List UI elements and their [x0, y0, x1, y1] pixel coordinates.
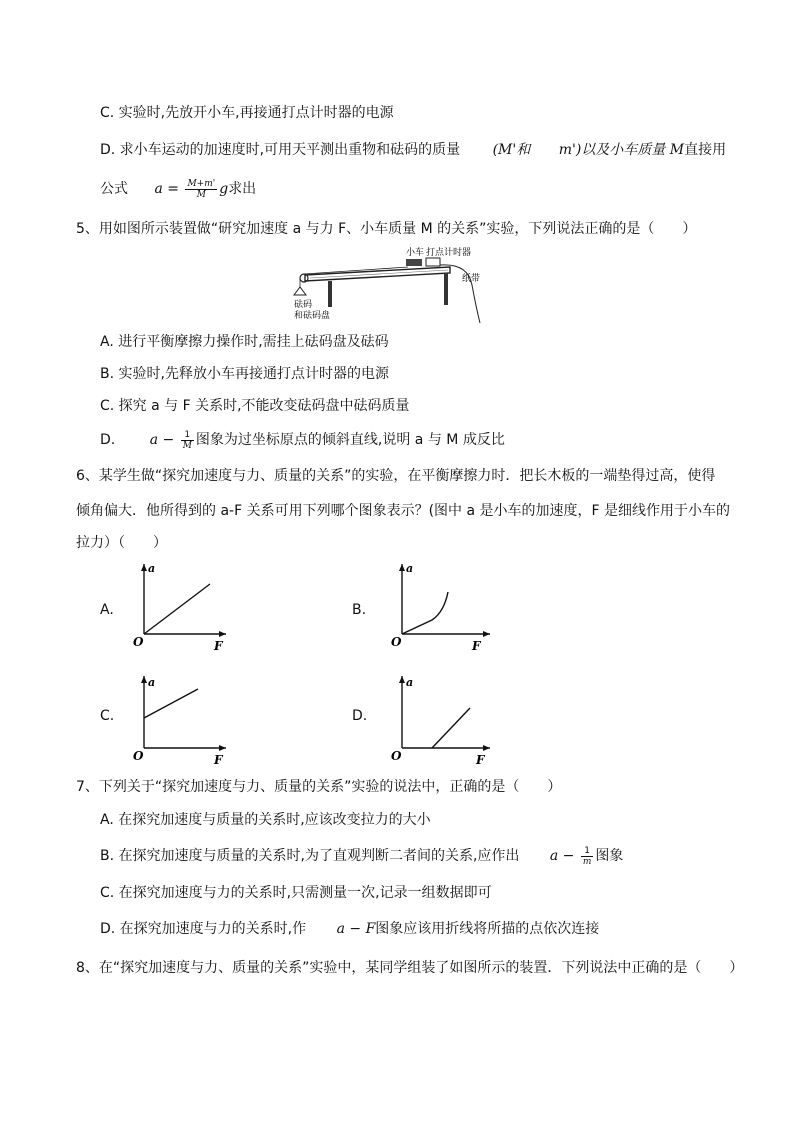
q4-option-d-tail: 直接用	[684, 142, 727, 158]
q5-option-d-fraction	[181, 430, 194, 451]
q6-graph-c	[130, 672, 230, 772]
q4-formula-numerator: M+m'	[187, 178, 216, 189]
q7-option-d-text: D. 在探究加速度与力的关系时,作	[100, 921, 307, 937]
q7-option-d-tail: 图象应该用折线将所描的点依次连接	[375, 921, 600, 937]
q5-option-d-numerator: 1	[181, 430, 194, 441]
q5-fig-tape-label: 纸带	[462, 274, 481, 284]
q5-weight-icon	[294, 287, 306, 295]
q4-formula-eq: =	[167, 181, 179, 197]
q4-option-d-mass1: (M'和	[492, 142, 531, 158]
q6-stem-line2: 倾角偏大．他所得到的 a-F 关系可用下列哪个图象表示？(图中 a 是小车的加速度，F 是细线作用于小车的	[76, 503, 731, 519]
q6-graph-d-axis-y: a	[406, 676, 414, 689]
q4-formula-g: g	[219, 181, 229, 197]
q4-option-d-text: D. 求小车运动的加速度时,可用天平测出重物和砝码的质量	[100, 142, 461, 158]
q5-option-b: B. 实验时,先释放小车再接通打点计时器的电源	[100, 366, 389, 382]
q4-option-c: C. 实验时,先放开小车,再接通打点计时器的电源	[100, 105, 394, 121]
q5-option-c: C. 探究 a 与 F 关系时,不能改变砝码盘中砝码质量	[100, 398, 410, 414]
q4-formula-suffix: 求出	[228, 181, 257, 197]
q7-option-c: C. 在探究加速度与力的关系时,只需测量一次,记录一组数据即可	[100, 885, 492, 901]
q4-formula-fraction	[185, 179, 217, 200]
q6-option-b-label: B.	[352, 602, 367, 618]
q7-option-b-a: a	[549, 848, 559, 864]
q4-formula-a: a	[154, 181, 163, 197]
q6-graph-b-axis-y: a	[406, 562, 414, 575]
q6-graph-a-axis-y: a	[148, 562, 156, 575]
q7-stem: 7、下列关于“探究加速度与力、质量的关系”实验的说法中，正确的是（ ）	[76, 779, 562, 795]
q6-graph-c-line	[144, 689, 198, 718]
q6-option-c-label: C.	[100, 708, 115, 724]
q4-formula-line	[100, 178, 256, 200]
q4-option-d-cart-mass: M	[669, 142, 685, 158]
q6-graph-b	[388, 560, 498, 660]
q5-option-d-a: a	[149, 432, 159, 448]
q6-graph-b-origin: O	[391, 635, 402, 649]
q7-option-b-tail: 图象	[595, 848, 624, 864]
q6-graph-a-axis-x: F	[214, 639, 223, 653]
q5-option-a: A. 进行平衡摩擦力操作时,需挂上砝码盘及砝码	[100, 334, 389, 350]
q6-graph-a-line	[144, 584, 210, 634]
q6-graph-a	[130, 560, 230, 660]
q5-option-d	[100, 429, 505, 451]
q6-graph-d	[388, 672, 498, 772]
q5-fig-weight-label-1: 砝码	[294, 300, 313, 310]
q5-fig-cart-label: 小车	[406, 248, 425, 258]
q5-option-d-denominator: M	[182, 440, 192, 451]
q6-graph-c-origin: O	[133, 749, 144, 763]
q4-option-d-mass2: m')以及小车质量	[558, 142, 666, 158]
q6-graph-d-line	[432, 708, 470, 748]
q8-stem: 8、在“探究加速度与力、质量的关系”实验中，某同学组装了如图所示的装置．下列说法中正确的是（ ）	[76, 960, 744, 976]
q6-option-a-label: A.	[100, 602, 114, 618]
q5-leg-left	[328, 281, 332, 307]
q7-option-b-denominator: m	[582, 856, 592, 867]
q4-option-d	[100, 139, 726, 159]
q6-stem-line1: 6、某学生做“探究加速度与力、质量的关系”的实验，在平衡摩擦力时．把长木板的一端垫得过高，使得	[76, 468, 716, 484]
q7-option-b-fraction	[581, 846, 594, 867]
q6-graph-b-axis-x: F	[472, 639, 481, 653]
q6-option-d-label: D.	[352, 708, 368, 724]
q5-option-d-label: D.	[100, 432, 116, 448]
q7-option-b-numerator: 1	[581, 846, 594, 857]
q5-stem: 5、用如图所示装置做“研究加速度 a 与力 F、小车质量 M 的关系”实验，下列说法正确的是（ ）	[76, 221, 697, 237]
q6-graph-a-origin: O	[133, 635, 144, 649]
q5-option-d-dash: −	[162, 432, 175, 448]
q7-option-a: A. 在探究加速度与质量的关系时,应该改变拉力的大小	[100, 812, 431, 828]
q7-option-d	[100, 918, 599, 938]
q6-graph-c-axis-x: F	[214, 753, 223, 767]
q4-formula-prefix: 公式	[100, 181, 128, 197]
q5-timer-icon	[426, 258, 440, 266]
q6-stem-line3: 拉力）（ ）	[76, 535, 167, 551]
q6-graph-d-axis-x: F	[476, 753, 485, 767]
q7-option-b-dash: −	[562, 848, 575, 864]
q5-pulley-icon	[300, 274, 308, 282]
q5-fig-weight-label-2: 和砝码盘	[294, 311, 331, 321]
q7-option-b	[100, 845, 623, 867]
q5-option-d-tail: 图象为过坐标原点的倾斜直线,说明 a 与 M 成反比	[195, 432, 505, 448]
q7-option-d-expr: a − F	[336, 921, 376, 937]
q5-apparatus-figure	[290, 245, 490, 325]
q5-fig-timer-label: 打点计时器	[426, 248, 472, 258]
q6-graph-b-curve	[402, 592, 448, 634]
q5-leg-right	[444, 273, 448, 305]
q4-formula-denominator: M	[196, 189, 206, 200]
q6-graph-d-origin: O	[391, 749, 402, 763]
q7-option-b-text: B. 在探究加速度与质量的关系时,为了直观判断二者间的关系,应作出	[100, 848, 520, 864]
q6-graph-c-axis-y: a	[148, 676, 156, 689]
q5-cart-icon	[406, 259, 422, 266]
